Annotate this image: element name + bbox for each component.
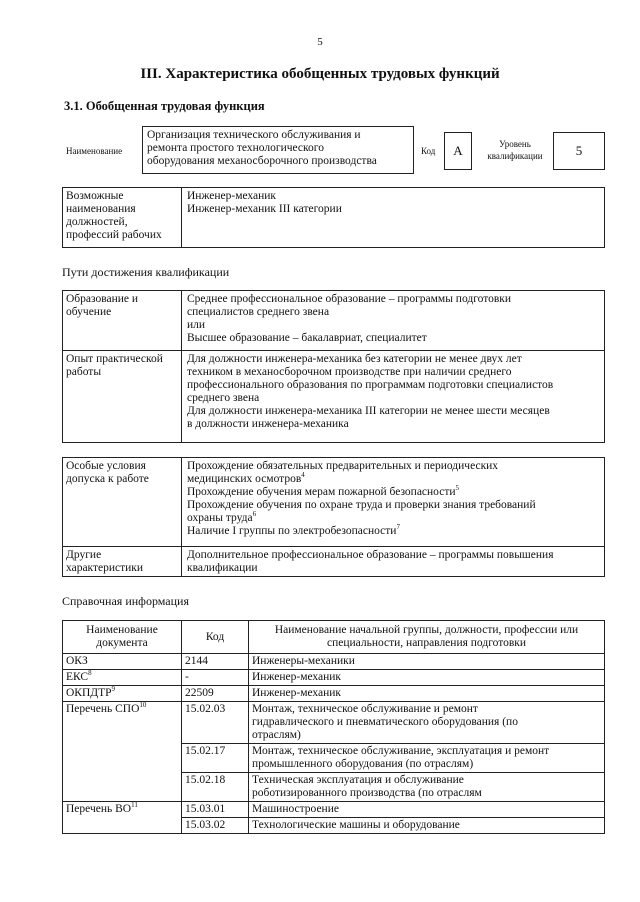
education-label-line: Образование и bbox=[66, 293, 139, 305]
name-line: Инженер-механик bbox=[252, 671, 342, 683]
other-label-line: характеристики bbox=[66, 562, 144, 574]
table-row bbox=[63, 670, 605, 686]
positions-label-line: Возможные bbox=[66, 190, 124, 202]
special-line: Прохождение обязательных предварительных и периодических bbox=[187, 460, 499, 472]
special-line: Прохождение обучения мерам пожарной безопасности$^5$ bbox=[187, 484, 460, 498]
education-line: Среднее профессиональное образование – программы подготовки bbox=[187, 293, 512, 305]
footnote-ref: 10 bbox=[139, 701, 147, 710]
header-doc: Наименование документа bbox=[63, 621, 182, 654]
other-line: квалификации bbox=[187, 562, 258, 574]
name-line: Монтаж, техническое обслуживание, эксплуатация и ремонт bbox=[252, 745, 550, 757]
name-line: Машиностроение bbox=[252, 803, 339, 815]
name-line: Монтаж, техническое обслуживание и ремонт bbox=[252, 703, 478, 715]
code-cell: 15.02.17 bbox=[182, 744, 249, 773]
special-line: медицинских осмотров$^4$ bbox=[187, 471, 305, 485]
name-cell bbox=[249, 686, 605, 702]
positions-label-line: наименования bbox=[66, 203, 136, 215]
column-divider bbox=[181, 188, 182, 247]
row-divider bbox=[63, 350, 604, 351]
education-label bbox=[66, 293, 138, 319]
code-value-box bbox=[444, 132, 472, 170]
education-line: или bbox=[187, 319, 206, 331]
name-line: Техническая эксплуатация и обслуживание bbox=[252, 774, 464, 786]
column-divider bbox=[181, 458, 182, 576]
name-line: роботизированного производства (по отраслям bbox=[252, 787, 482, 799]
level-value-box bbox=[553, 132, 605, 170]
experience-line: профессионального образования по программам подготовки специалистов bbox=[187, 379, 554, 391]
paths-title: Пути достижения квалификации bbox=[62, 265, 230, 279]
name-cell bbox=[249, 802, 605, 818]
code-cell: - bbox=[182, 670, 249, 686]
education-line: Высшее образование – бакалавриат, специалитет bbox=[187, 332, 427, 344]
name-line: Инженер-механик bbox=[252, 687, 342, 699]
name-line: Технологические машины и оборудование bbox=[252, 819, 460, 831]
special-conditions-label bbox=[66, 460, 149, 486]
level-label-line: квалификации bbox=[487, 151, 543, 161]
positions-label-line: профессий рабочих bbox=[66, 229, 162, 241]
footnote-ref: 8 bbox=[88, 669, 92, 678]
name-line: гидравлического и пневматического оборудования (по bbox=[252, 716, 518, 728]
special-conditions-value bbox=[187, 460, 536, 538]
positions-label bbox=[66, 190, 162, 242]
experience-line: среднего звена bbox=[187, 392, 260, 404]
table-row bbox=[63, 654, 605, 670]
doc-cell: ЕКС$^8$ bbox=[63, 670, 182, 686]
level-value: 5 bbox=[575, 143, 583, 158]
other-value bbox=[187, 549, 553, 575]
special-line: охраны труда$^6$ bbox=[187, 510, 257, 524]
education-label-line: обучение bbox=[66, 306, 112, 318]
positions-table bbox=[62, 187, 605, 248]
function-name-line: ремонта простого технологического bbox=[147, 142, 324, 154]
name-cell bbox=[249, 670, 605, 686]
name-cell bbox=[249, 744, 605, 773]
reference-table bbox=[62, 620, 605, 834]
level-label-line: Уровень bbox=[499, 139, 531, 149]
function-name-box bbox=[142, 126, 414, 174]
experience-label-line: работы bbox=[66, 366, 102, 378]
reference-title: Справочная информация bbox=[62, 594, 189, 608]
code-value: А bbox=[453, 143, 463, 158]
name-line: отраслям) bbox=[252, 729, 301, 741]
special-label-line: Особые условия bbox=[66, 460, 146, 472]
code-label: Код bbox=[421, 146, 436, 156]
other-label bbox=[66, 549, 143, 575]
name-line: Инженеры-механики bbox=[252, 655, 355, 667]
footnote-ref: 5 bbox=[455, 484, 460, 493]
section-title: III. Характеристика обобщенных трудовых функций bbox=[140, 66, 500, 82]
position-item: Инженер-механик III категории bbox=[187, 203, 342, 215]
position-item: Инженер-механик bbox=[187, 190, 277, 202]
special-label-line: допуска к работе bbox=[66, 473, 149, 485]
reference-header-row bbox=[63, 621, 605, 654]
level-label bbox=[478, 138, 552, 162]
header-code: Код bbox=[182, 621, 249, 654]
footnote-ref: 11 bbox=[131, 801, 138, 810]
doc-cell: ОКПДТР$^9$ bbox=[63, 686, 182, 702]
doc-cell: Перечень ВО$^{11}$ bbox=[63, 802, 182, 834]
row-divider bbox=[63, 546, 604, 547]
table-row bbox=[63, 686, 605, 702]
code-cell: 15.03.02 bbox=[182, 818, 249, 834]
code-cell: 15.02.18 bbox=[182, 773, 249, 802]
positions-label-line: должностей, bbox=[66, 216, 128, 228]
other-label-line: Другие bbox=[66, 549, 102, 561]
education-line: специалистов среднего звена bbox=[187, 306, 330, 318]
positions-value bbox=[187, 190, 342, 216]
code-cell: 15.03.01 bbox=[182, 802, 249, 818]
code-cell: 2144 bbox=[182, 654, 249, 670]
function-name-line: оборудования механосборочного производства bbox=[147, 155, 377, 167]
name-cell bbox=[249, 818, 605, 834]
experience-line: Для должности инженера-механика III категории не менее шести месяцев bbox=[187, 405, 550, 417]
name-cell bbox=[249, 702, 605, 744]
experience-line: в должности инженера-механика bbox=[187, 418, 349, 430]
table-row bbox=[63, 802, 605, 818]
doc-cell: Перечень СПО$^{10}$ bbox=[63, 702, 182, 802]
conditions-table bbox=[62, 457, 605, 577]
experience-line: Для должности инженера-механика без категории не менее двух лет bbox=[187, 353, 522, 365]
experience-line: техником в механосборочном производстве при наличии среднего bbox=[187, 366, 512, 378]
paths-table bbox=[62, 290, 605, 443]
page-number: 5 bbox=[317, 36, 323, 48]
table-row bbox=[63, 702, 605, 744]
footnote-ref: 7 bbox=[396, 523, 400, 532]
name-cell bbox=[249, 773, 605, 802]
other-line: Дополнительное профессиональное образование – программы повышения bbox=[187, 549, 554, 561]
subsection-title: 3.1. Обобщенная трудовая функция bbox=[64, 99, 265, 113]
education-value bbox=[187, 293, 511, 345]
experience-label bbox=[66, 353, 163, 379]
experience-value bbox=[187, 353, 553, 431]
special-line: Прохождение обучения по охране труда и проверки знания требований bbox=[187, 499, 536, 511]
column-divider bbox=[181, 291, 182, 442]
special-line: Наличие I группы по электробезопасности$^7$ bbox=[187, 523, 400, 537]
function-name-line: Организация технического обслуживания и bbox=[147, 129, 361, 141]
code-cell: 22509 bbox=[182, 686, 249, 702]
name-label: Наименование bbox=[66, 146, 123, 156]
name-cell bbox=[249, 654, 605, 670]
footnote-ref: 6 bbox=[252, 510, 257, 519]
code-cell: 15.02.03 bbox=[182, 702, 249, 744]
experience-label-line: Опыт практической bbox=[66, 353, 163, 365]
footnote-ref: 9 bbox=[111, 685, 116, 694]
doc-cell: ОКЗ bbox=[63, 654, 182, 670]
header-name: Наименование начальной группы, должности, профессии или специальности, направления подготовки bbox=[249, 621, 605, 654]
footnote-ref: 4 bbox=[301, 471, 305, 480]
name-line: промышленного оборудования (по отраслям) bbox=[252, 758, 474, 770]
